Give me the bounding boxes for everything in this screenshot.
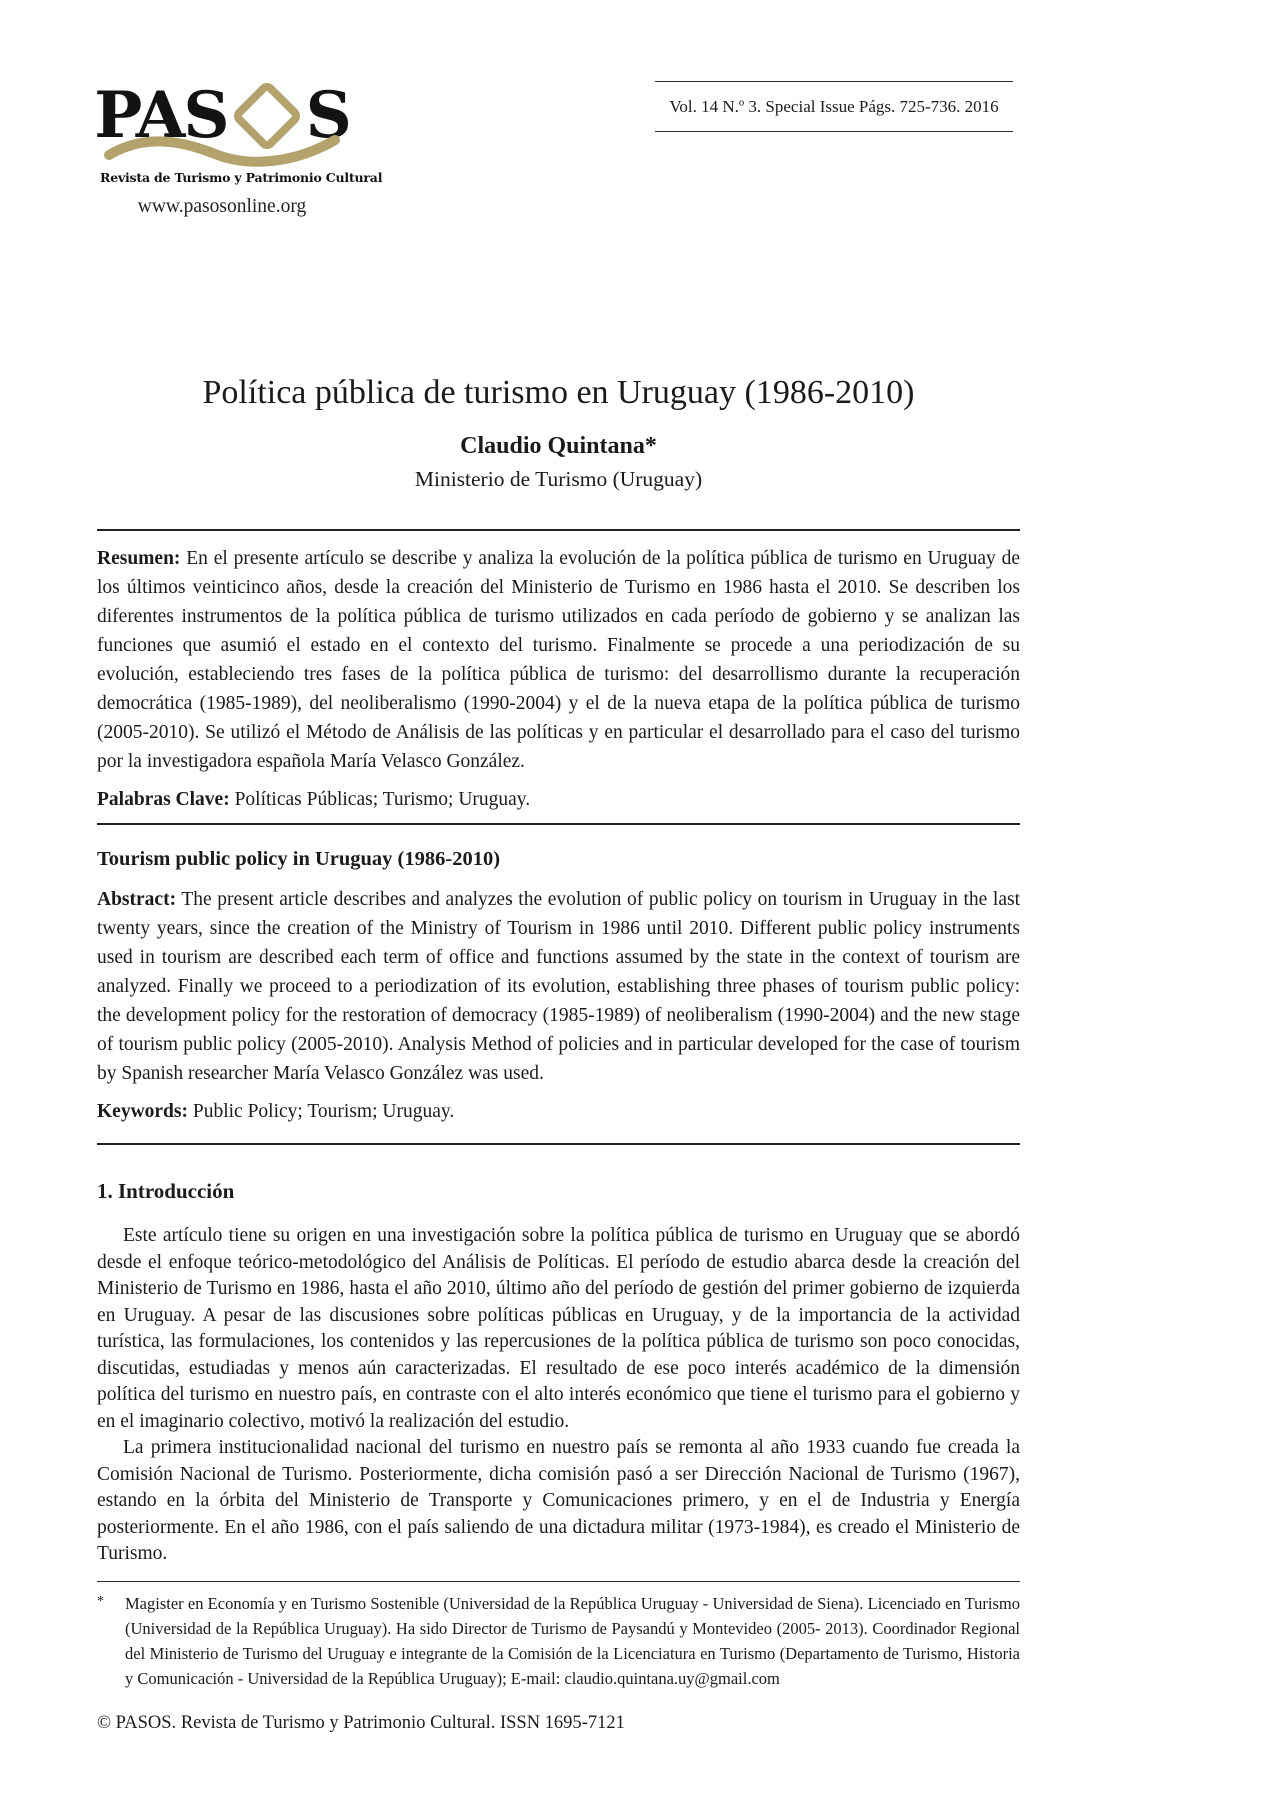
article-title: Política pública de turismo en Uruguay (1986-2010)	[202, 374, 915, 411]
divider-above-resumen	[97, 529, 1020, 531]
resumen-label: Resumen:	[97, 548, 181, 569]
abstract-text: The present article describes and analyzes the evolution of public policy on tourism in Uruguay in the last twenty years, since the creation of the Ministry of Tourism in 1986 until 2010. Different public policy instruments used in tourism are described each term of office and functions assumed by the state in the context of tourism are analyzed. Finally we proceed to a periodization of its evolution, establishing three phases of tourism public policy: the development policy for the restoration of democracy (1985-1989) of neoliberalism (1990-2004) and the new stage of tourism public policy (2005-2010). Analysis Method of policies and in particular developed for the case of tourism by Spanish researcher María Velasco González was used.	[97, 889, 1020, 1084]
section-heading-introduccion: 1. Introducción	[97, 1179, 235, 1203]
keywords-text: Public Policy; Tourism; Uruguay.	[192, 1101, 455, 1122]
article-author: Claudio Quintana*	[460, 433, 657, 459]
pasos-logo	[94, 78, 383, 218]
keywords	[97, 1097, 1020, 1126]
logo-letters-s: S	[305, 78, 350, 153]
keywords-label: Keywords:	[97, 1101, 188, 1122]
intro-paragraph-1: Este artículo tiene su origen en una investigación sobre la política pública de turismo en Uruguay que se abordó desde el enfoque teórico-metodológico del Análisis de Políticas. El período de estudio abarca desde la creación del Ministerio de Turismo en 1986, hasta el año 2010, último año del período de gestión del primer gobierno de izquierda en Uruguay. A pesar de las discusiones sobre políticas públicas en Uruguay, y de la importancia de la actividad turística, las formulaciones, los contenidos y las repercusiones de la política pública de turismo son poco conocidas, discutidas, estudiadas y menos aún caracterizadas. El resultado de ese poco interés académico de la dimensión política del turismo en nuestro país, en contraste con el alto interés económico que tiene el turismo para el gobierno y en el imaginario colectivo, motivó la realización del estudio.	[97, 1225, 1020, 1432]
article-affiliation: Ministerio de Turismo (Uruguay)	[414, 467, 703, 491]
divider-below-keywords	[97, 1143, 1020, 1145]
footnote-marker: *	[97, 1593, 104, 1609]
copyright-footer: © PASOS. Revista de Turismo y Patrimonio Cultural. ISSN 1695-7121	[97, 1713, 625, 1733]
logo-letters-pas: PAS	[94, 78, 228, 153]
footnote-divider	[97, 1581, 1020, 1582]
issue-info: Vol. 14 N.º 3. Special Issue Págs. 725-736. 2016	[669, 97, 999, 116]
abstract-paragraph	[97, 885, 1020, 1088]
intro-paragraph-2: La primera institucionalidad nacional del turismo en nuestro país se remonta al año 1933 cuando fue creada la Comisión Nacional de Turismo. Posteriormente, dicha comisión pasó a ser Dirección Nacional de Turismo (1967), estando en la órbita del Ministerio de Transporte y Comunicaciones primero, y en el de Industria y Energía posteriormente. En el año 1986, con el país saliendo de una dictadura militar (1973-1984), es creado el Ministerio de Turismo.	[97, 1437, 1020, 1564]
author-footnote	[97, 1591, 1020, 1691]
resumen-text: En el presente artículo se describe y analiza la evolución de la política pública de turismo en Uruguay de los últimos veinticinco años, desde la creación del Ministerio de Turismo en 1986 hasta el 2010. Se describen los diferentes instrumentos de la política pública de turismo utilizados en cada período de gobierno y se analizan las funciones que asumió el estado en el contexto del turismo. Finalmente se procede a una periodización de su evolución, estableciendo tres fases de la política pública de turismo: del desarrollismo durante la recuperación democrática (1985-1989), del neoliberalismo (1990-2004) y el de la nueva etapa de la política pública de turismo (2005-2010). Se utilizó el Método de Análisis de las políticas y en particular el desarrollado para el caso del turismo por la investigadora española María Velasco González.	[97, 548, 1021, 772]
article-content	[97, 371, 1020, 1691]
palabras-clave-text: Políticas Públicas; Turismo; Uruguay.	[234, 789, 531, 810]
footnote-text: Magister en Economía y en Turismo Sostenible (Universidad de la República Uruguay - Universidad de Siena). Licenciado en Turismo (Universidad de la República Uruguay). Ha sido Director de Turismo de Paysandú y Montevideo (2005- 2013). Coordinador Regional del Ministerio de Turismo del Uruguay e integrante de la Comisión de la Licenciatura en Turismo (Departamento de Turismo, Historia y Comunicación - Universidad de la República Uruguay); E-mail: claudio.quintana.uy@gmail.com	[125, 1593, 1020, 1688]
journal-website: www.pasosonline.org	[137, 196, 307, 217]
divider-below-palabras	[97, 823, 1020, 825]
palabras-clave	[97, 785, 1020, 814]
palabras-clave-label: Palabras Clave:	[97, 789, 230, 810]
journal-tagline: Revista de Turismo y Patrimonio Cultural	[100, 170, 383, 185]
abstract-label: Abstract:	[97, 889, 177, 910]
english-title: Tourism public policy in Uruguay (1986-2010)	[97, 848, 501, 870]
issue-header	[655, 81, 1013, 132]
resumen-paragraph	[97, 544, 1020, 776]
